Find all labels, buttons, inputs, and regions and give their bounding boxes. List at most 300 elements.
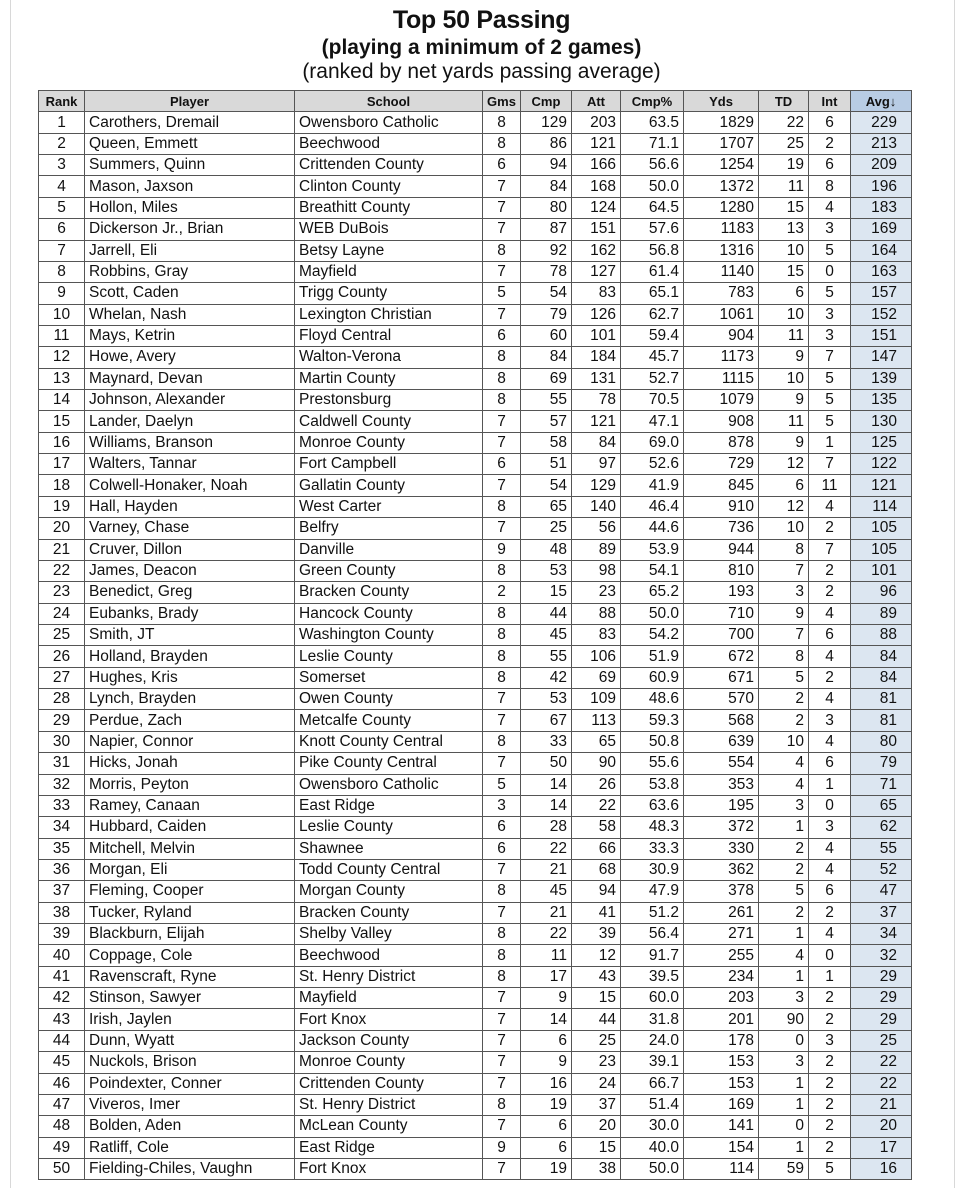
cell-attempts: 56	[572, 518, 621, 539]
cell-school: Walton-Verona	[295, 347, 483, 368]
cell-games: 8	[483, 560, 521, 581]
cell-rank: 24	[39, 603, 85, 624]
cell-average: 105	[851, 539, 912, 560]
cell-completions: 54	[521, 475, 572, 496]
col-header-completions[interactable]: Cmp	[521, 91, 572, 112]
cell-average: 79	[851, 753, 912, 774]
cell-completion-pct: 63.5	[621, 112, 684, 133]
cell-touchdowns: 2	[759, 838, 809, 859]
cell-touchdowns: 10	[759, 368, 809, 389]
cell-touchdowns: 6	[759, 475, 809, 496]
cell-average: 22	[851, 1052, 912, 1073]
cell-yards: 141	[684, 1116, 759, 1137]
cell-touchdowns: 1	[759, 1073, 809, 1094]
cell-interceptions: 5	[809, 411, 851, 432]
cell-average: 139	[851, 368, 912, 389]
cell-average: 80	[851, 731, 912, 752]
cell-interceptions: 4	[809, 689, 851, 710]
cell-player: Bolden, Aden	[85, 1116, 295, 1137]
cell-yards: 330	[684, 838, 759, 859]
cell-yards: 234	[684, 966, 759, 987]
cell-completion-pct: 51.9	[621, 646, 684, 667]
cell-average: 135	[851, 390, 912, 411]
table-row	[39, 924, 912, 945]
cell-school: Fort Campbell	[295, 454, 483, 475]
cell-school: East Ridge	[295, 1137, 483, 1158]
cell-completion-pct: 60.9	[621, 667, 684, 688]
cell-attempts: 113	[572, 710, 621, 731]
cell-attempts: 83	[572, 624, 621, 645]
cell-completion-pct: 44.6	[621, 518, 684, 539]
cell-rank: 17	[39, 454, 85, 475]
cell-attempts: 88	[572, 603, 621, 624]
cell-attempts: 15	[572, 988, 621, 1009]
cell-completion-pct: 63.6	[621, 795, 684, 816]
table-row	[39, 817, 912, 838]
cell-games: 7	[483, 411, 521, 432]
cell-average: 16	[851, 1158, 912, 1179]
cell-attempts: 83	[572, 283, 621, 304]
cell-rank: 30	[39, 731, 85, 752]
cell-interceptions: 0	[809, 261, 851, 282]
cell-average: 65	[851, 795, 912, 816]
cell-player: Whelan, Nash	[85, 304, 295, 325]
cell-school: Prestonsburg	[295, 390, 483, 411]
cell-attempts: 166	[572, 155, 621, 176]
cell-player: Lynch, Brayden	[85, 689, 295, 710]
cell-games: 7	[483, 1052, 521, 1073]
cell-attempts: 121	[572, 133, 621, 154]
cell-interceptions: 4	[809, 859, 851, 880]
cell-completions: 48	[521, 539, 572, 560]
cell-completion-pct: 59.3	[621, 710, 684, 731]
cell-completions: 6	[521, 1137, 572, 1158]
cell-games: 7	[483, 518, 521, 539]
cell-yards: 878	[684, 432, 759, 453]
cell-attempts: 20	[572, 1116, 621, 1137]
cell-completion-pct: 70.5	[621, 390, 684, 411]
cell-attempts: 37	[572, 1094, 621, 1115]
cell-average: 209	[851, 155, 912, 176]
cell-rank: 31	[39, 753, 85, 774]
cell-interceptions: 6	[809, 155, 851, 176]
cell-interceptions: 4	[809, 731, 851, 752]
cell-rank: 21	[39, 539, 85, 560]
cell-interceptions: 1	[809, 966, 851, 987]
cell-games: 7	[483, 304, 521, 325]
cell-completion-pct: 52.6	[621, 454, 684, 475]
cell-completion-pct: 48.3	[621, 817, 684, 838]
cell-completion-pct: 91.7	[621, 945, 684, 966]
cell-attempts: 26	[572, 774, 621, 795]
cell-touchdowns: 11	[759, 325, 809, 346]
cell-completions: 55	[521, 646, 572, 667]
cell-touchdowns: 9	[759, 390, 809, 411]
cell-interceptions: 6	[809, 753, 851, 774]
cell-games: 7	[483, 689, 521, 710]
cell-games: 8	[483, 368, 521, 389]
cell-games: 7	[483, 1030, 521, 1051]
cell-player: Napier, Connor	[85, 731, 295, 752]
cell-interceptions: 3	[809, 817, 851, 838]
cell-touchdowns: 0	[759, 1030, 809, 1051]
cell-player: Morgan, Eli	[85, 859, 295, 880]
cell-interceptions: 2	[809, 1073, 851, 1094]
cell-average: 88	[851, 624, 912, 645]
cell-touchdowns: 7	[759, 624, 809, 645]
cell-interceptions: 4	[809, 924, 851, 945]
cell-interceptions: 0	[809, 795, 851, 816]
cell-attempts: 43	[572, 966, 621, 987]
cell-attempts: 89	[572, 539, 621, 560]
table-row	[39, 774, 912, 795]
cell-attempts: 129	[572, 475, 621, 496]
cell-rank: 23	[39, 582, 85, 603]
cell-rank: 29	[39, 710, 85, 731]
cell-completion-pct: 56.6	[621, 155, 684, 176]
col-header-average[interactable]: Avg↓	[851, 91, 912, 112]
cell-completion-pct: 57.6	[621, 219, 684, 240]
cell-completions: 25	[521, 518, 572, 539]
cell-interceptions: 4	[809, 496, 851, 517]
cell-yards: 169	[684, 1094, 759, 1115]
cell-player: Fleming, Cooper	[85, 881, 295, 902]
cell-school: Shawnee	[295, 838, 483, 859]
cell-school: West Carter	[295, 496, 483, 517]
cell-school: Fort Knox	[295, 1009, 483, 1030]
cell-attempts: 25	[572, 1030, 621, 1051]
cell-games: 2	[483, 582, 521, 603]
cell-attempts: 90	[572, 753, 621, 774]
cell-player: Howe, Avery	[85, 347, 295, 368]
cell-completion-pct: 53.9	[621, 539, 684, 560]
cell-completion-pct: 66.7	[621, 1073, 684, 1094]
cell-rank: 2	[39, 133, 85, 154]
cell-player: Dunn, Wyatt	[85, 1030, 295, 1051]
cell-completion-pct: 62.7	[621, 304, 684, 325]
cell-completions: 45	[521, 881, 572, 902]
table-row	[39, 731, 912, 752]
cell-interceptions: 0	[809, 945, 851, 966]
cell-touchdowns: 19	[759, 155, 809, 176]
cell-completion-pct: 30.9	[621, 859, 684, 880]
cell-player: Johnson, Alexander	[85, 390, 295, 411]
cell-touchdowns: 11	[759, 411, 809, 432]
cell-completion-pct: 53.8	[621, 774, 684, 795]
cell-average: 96	[851, 582, 912, 603]
cell-interceptions: 2	[809, 1094, 851, 1115]
cell-rank: 6	[39, 219, 85, 240]
cell-completions: 129	[521, 112, 572, 133]
table-row	[39, 1030, 912, 1051]
cell-player: Fielding-Chiles, Vaughn	[85, 1158, 295, 1179]
cell-games: 7	[483, 261, 521, 282]
cell-rank: 3	[39, 155, 85, 176]
cell-completions: 14	[521, 774, 572, 795]
cell-school: Beechwood	[295, 945, 483, 966]
cell-average: 164	[851, 240, 912, 261]
cell-player: Poindexter, Conner	[85, 1073, 295, 1094]
cell-completion-pct: 45.7	[621, 347, 684, 368]
cell-completion-pct: 41.9	[621, 475, 684, 496]
cell-games: 8	[483, 496, 521, 517]
cell-rank: 15	[39, 411, 85, 432]
cell-touchdowns: 7	[759, 560, 809, 581]
cell-interceptions: 5	[809, 240, 851, 261]
cell-rank: 14	[39, 390, 85, 411]
cell-attempts: 106	[572, 646, 621, 667]
cell-interceptions: 3	[809, 304, 851, 325]
cell-yards: 1140	[684, 261, 759, 282]
cell-completions: 22	[521, 924, 572, 945]
cell-completion-pct: 55.6	[621, 753, 684, 774]
cell-rank: 7	[39, 240, 85, 261]
cell-attempts: 15	[572, 1137, 621, 1158]
cell-completions: 94	[521, 155, 572, 176]
cell-interceptions: 8	[809, 176, 851, 197]
cell-interceptions: 2	[809, 1009, 851, 1030]
cell-completions: 53	[521, 560, 572, 581]
cell-average: 122	[851, 454, 912, 475]
cell-games: 3	[483, 795, 521, 816]
cell-attempts: 41	[572, 902, 621, 923]
table-row	[39, 112, 912, 133]
cell-school: Fort Knox	[295, 1158, 483, 1179]
cell-touchdowns: 2	[759, 710, 809, 731]
table-row	[39, 966, 912, 987]
cell-interceptions: 4	[809, 197, 851, 218]
cell-school: Shelby Valley	[295, 924, 483, 945]
cell-games: 7	[483, 902, 521, 923]
cell-completions: 16	[521, 1073, 572, 1094]
cell-school: Pike County Central	[295, 753, 483, 774]
cell-rank: 45	[39, 1052, 85, 1073]
cell-completion-pct: 46.4	[621, 496, 684, 517]
cell-games: 7	[483, 753, 521, 774]
cell-yards: 1372	[684, 176, 759, 197]
table-row	[39, 475, 912, 496]
cell-touchdowns: 3	[759, 795, 809, 816]
cell-rank: 38	[39, 902, 85, 923]
cell-games: 8	[483, 966, 521, 987]
table-row	[39, 432, 912, 453]
cell-attempts: 78	[572, 390, 621, 411]
cell-completion-pct: 71.1	[621, 133, 684, 154]
cell-school: Lexington Christian	[295, 304, 483, 325]
cell-average: 22	[851, 1073, 912, 1094]
cell-average: 213	[851, 133, 912, 154]
cell-rank: 18	[39, 475, 85, 496]
cell-interceptions: 2	[809, 1137, 851, 1158]
col-header-player[interactable]: Player	[85, 91, 295, 112]
cell-player: Holland, Brayden	[85, 646, 295, 667]
cell-interceptions: 2	[809, 1052, 851, 1073]
cell-completion-pct: 47.1	[621, 411, 684, 432]
cell-school: Crittenden County	[295, 155, 483, 176]
cell-average: 34	[851, 924, 912, 945]
col-header-school[interactable]: School	[295, 91, 483, 112]
cell-rank: 13	[39, 368, 85, 389]
cell-player: Colwell-Honaker, Noah	[85, 475, 295, 496]
table-row	[39, 219, 912, 240]
cell-attempts: 94	[572, 881, 621, 902]
cell-touchdowns: 2	[759, 902, 809, 923]
cell-school: Floyd Central	[295, 325, 483, 346]
cell-touchdowns: 25	[759, 133, 809, 154]
cell-games: 8	[483, 133, 521, 154]
cell-rank: 4	[39, 176, 85, 197]
cell-rank: 10	[39, 304, 85, 325]
cell-average: 105	[851, 518, 912, 539]
cell-school: Caldwell County	[295, 411, 483, 432]
cell-interceptions: 3	[809, 710, 851, 731]
col-header-interceptions[interactable]: Int	[809, 91, 851, 112]
cell-school: St. Henry District	[295, 966, 483, 987]
table-row	[39, 390, 912, 411]
cell-player: Hubbard, Caiden	[85, 817, 295, 838]
cell-completion-pct: 39.5	[621, 966, 684, 987]
table-row	[39, 1116, 912, 1137]
cell-completions: 33	[521, 731, 572, 752]
cell-player: Hollon, Miles	[85, 197, 295, 218]
cell-yards: 201	[684, 1009, 759, 1030]
table-row	[39, 667, 912, 688]
cell-touchdowns: 3	[759, 1052, 809, 1073]
cell-rank: 22	[39, 560, 85, 581]
cell-touchdowns: 4	[759, 945, 809, 966]
table-row	[39, 560, 912, 581]
cell-completion-pct: 50.0	[621, 176, 684, 197]
table-row	[39, 133, 912, 154]
cell-interceptions: 6	[809, 881, 851, 902]
cell-completions: 22	[521, 838, 572, 859]
cell-interceptions: 2	[809, 518, 851, 539]
cell-average: 25	[851, 1030, 912, 1051]
cell-completion-pct: 65.2	[621, 582, 684, 603]
cell-school: Leslie County	[295, 817, 483, 838]
cell-attempts: 127	[572, 261, 621, 282]
col-header-rank[interactable]: Rank	[39, 91, 85, 112]
cell-average: 81	[851, 689, 912, 710]
cell-school: Beechwood	[295, 133, 483, 154]
cell-completions: 21	[521, 859, 572, 880]
cell-interceptions: 2	[809, 667, 851, 688]
cell-average: 151	[851, 325, 912, 346]
cell-average: 81	[851, 710, 912, 731]
cell-interceptions: 7	[809, 539, 851, 560]
cell-average: 152	[851, 304, 912, 325]
col-header-games[interactable]: Gms	[483, 91, 521, 112]
cell-rank: 41	[39, 966, 85, 987]
cell-completion-pct: 30.0	[621, 1116, 684, 1137]
cell-player: Stinson, Sawyer	[85, 988, 295, 1009]
col-header-yards[interactable]: Yds	[684, 91, 759, 112]
cell-completions: 15	[521, 582, 572, 603]
cell-attempts: 97	[572, 454, 621, 475]
table-row	[39, 689, 912, 710]
table-row	[39, 624, 912, 645]
col-header-completion-pct[interactable]: Cmp%	[621, 91, 684, 112]
cell-touchdowns: 90	[759, 1009, 809, 1030]
cell-yards: 568	[684, 710, 759, 731]
cell-games: 7	[483, 197, 521, 218]
cell-completion-pct: 69.0	[621, 432, 684, 453]
cell-player: Hughes, Kris	[85, 667, 295, 688]
cell-completions: 78	[521, 261, 572, 282]
cell-player: Tucker, Ryland	[85, 902, 295, 923]
cell-rank: 25	[39, 624, 85, 645]
cell-school: Belfry	[295, 518, 483, 539]
cell-average: 84	[851, 667, 912, 688]
cell-yards: 1316	[684, 240, 759, 261]
cell-school: Crittenden County	[295, 1073, 483, 1094]
cell-rank: 11	[39, 325, 85, 346]
cell-player: Summers, Quinn	[85, 155, 295, 176]
cell-completions: 58	[521, 432, 572, 453]
cell-games: 7	[483, 859, 521, 880]
cell-completions: 17	[521, 966, 572, 987]
cell-rank: 44	[39, 1030, 85, 1051]
cell-school: Monroe County	[295, 1052, 483, 1073]
cell-attempts: 109	[572, 689, 621, 710]
col-header-touchdowns[interactable]: TD	[759, 91, 809, 112]
cell-games: 5	[483, 774, 521, 795]
cell-games: 7	[483, 1158, 521, 1179]
cell-completions: 14	[521, 1009, 572, 1030]
cell-interceptions: 4	[809, 646, 851, 667]
cell-completion-pct: 56.4	[621, 924, 684, 945]
cell-player: Maynard, Devan	[85, 368, 295, 389]
cell-yards: 372	[684, 817, 759, 838]
cell-completions: 14	[521, 795, 572, 816]
cell-completions: 42	[521, 667, 572, 688]
cell-average: 84	[851, 646, 912, 667]
cell-school: Leslie County	[295, 646, 483, 667]
cell-attempts: 24	[572, 1073, 621, 1094]
cell-yards: 255	[684, 945, 759, 966]
col-header-attempts[interactable]: Att	[572, 91, 621, 112]
cell-school: Knott County Central	[295, 731, 483, 752]
cell-attempts: 140	[572, 496, 621, 517]
table-row	[39, 795, 912, 816]
cell-touchdowns: 1	[759, 966, 809, 987]
cell-school: Hancock County	[295, 603, 483, 624]
cell-interceptions: 3	[809, 219, 851, 240]
cell-school: WEB DuBois	[295, 219, 483, 240]
cell-player: James, Deacon	[85, 560, 295, 581]
cell-games: 7	[483, 219, 521, 240]
cell-player: Ramey, Canaan	[85, 795, 295, 816]
cell-attempts: 98	[572, 560, 621, 581]
cell-attempts: 38	[572, 1158, 621, 1179]
cell-school: Owensboro Catholic	[295, 774, 483, 795]
cell-average: 169	[851, 219, 912, 240]
table-row	[39, 1094, 912, 1115]
cell-interceptions: 6	[809, 112, 851, 133]
table-row	[39, 240, 912, 261]
page-subtitle: (playing a minimum of 2 games)	[321, 36, 642, 59]
cell-completion-pct: 50.0	[621, 603, 684, 624]
cell-touchdowns: 15	[759, 197, 809, 218]
cell-average: 29	[851, 966, 912, 987]
cell-games: 6	[483, 817, 521, 838]
cell-yards: 203	[684, 988, 759, 1009]
cell-yards: 1115	[684, 368, 759, 389]
table-row	[39, 283, 912, 304]
cell-attempts: 124	[572, 197, 621, 218]
table-row	[39, 411, 912, 432]
cell-completions: 92	[521, 240, 572, 261]
